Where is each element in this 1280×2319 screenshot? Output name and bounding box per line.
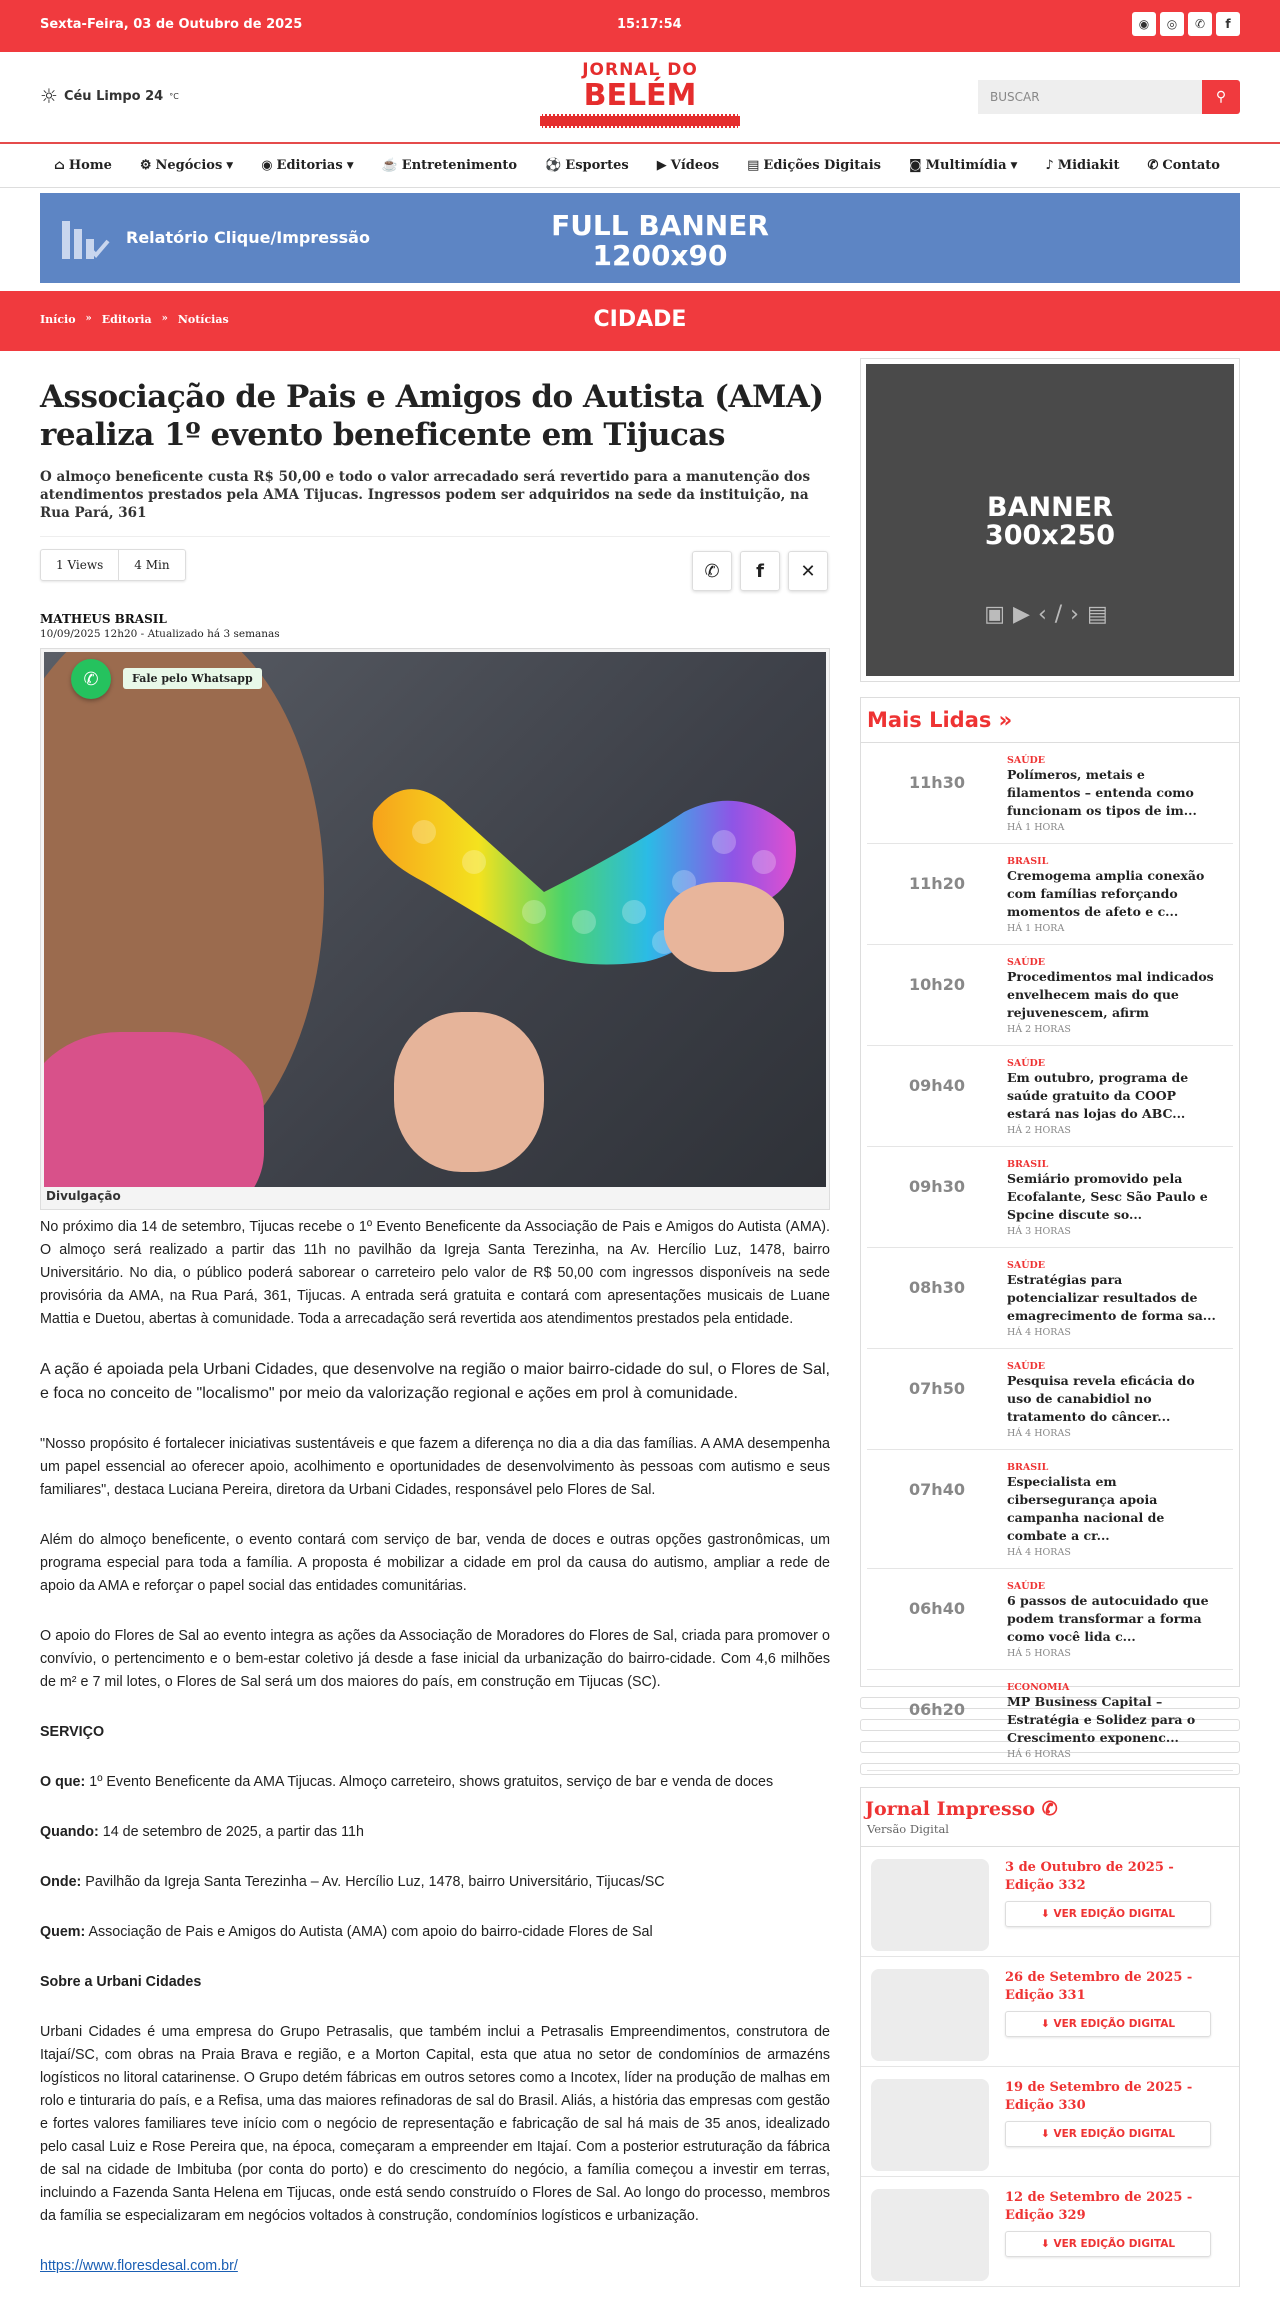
edition-thumbnail[interactable] bbox=[871, 2189, 989, 2281]
most-read-time: 07h50 bbox=[909, 1379, 965, 1398]
banner-inner bbox=[866, 364, 1234, 676]
nav-item-home[interactable] bbox=[54, 158, 112, 173]
edition-item bbox=[861, 2177, 1239, 2287]
most-read-item[interactable] bbox=[867, 1349, 1233, 1450]
bell-icon: ♪ bbox=[1045, 158, 1054, 173]
most-read-category: BRASIL bbox=[1007, 1159, 1049, 1170]
caret-down-icon: ▼ bbox=[226, 160, 234, 171]
report-label: Relatório Clique/Impressão bbox=[126, 228, 370, 247]
article-author: MATHEUS BRASIL bbox=[40, 612, 167, 626]
download-icon: ⬇ bbox=[1040, 1908, 1054, 1920]
most-read-time: 06h40 bbox=[909, 1599, 965, 1618]
most-read-ago: HÁ 4 HORAS bbox=[1007, 1428, 1071, 1439]
search-icon: ⚲ bbox=[1215, 89, 1227, 105]
most-read-category: BRASIL bbox=[1007, 856, 1049, 867]
download-icon: ⬇ bbox=[1040, 2018, 1054, 2030]
rss-icon[interactable]: ◉ bbox=[1132, 12, 1156, 36]
weather-widget bbox=[40, 84, 179, 108]
edition-item bbox=[861, 1957, 1239, 2067]
most-read-title: Mais Lidas » bbox=[861, 698, 1239, 743]
whatsapp-icon: ✆ bbox=[83, 668, 99, 690]
most-read-text bbox=[1007, 856, 1217, 934]
print-edition-widget bbox=[860, 1787, 1240, 2287]
servico-item bbox=[40, 1921, 830, 1944]
photo-caption: Divulgação bbox=[46, 1189, 121, 1203]
facebook-icon[interactable]: f bbox=[1216, 12, 1240, 36]
view-edition-button[interactable] bbox=[1005, 2011, 1211, 2037]
nav-item-esportes[interactable] bbox=[545, 158, 629, 173]
edition-item bbox=[861, 2067, 1239, 2177]
most-read-time: 08h30 bbox=[909, 1278, 965, 1297]
most-read-list bbox=[861, 743, 1239, 1771]
most-read-text bbox=[1007, 1058, 1217, 1136]
whatsapp-share-button[interactable] bbox=[692, 551, 732, 591]
most-read-category: SAÚDE bbox=[1007, 957, 1045, 968]
article-subtitle: O almoço beneficente custa R$ 50,00 e todo o valor arrecadado será revertido para a manutenção dos atendimentos prestados pela AMA Tijucas. Ingressos podem ser adquiridos na sede da instituição, na Rua Pará, 361 bbox=[40, 469, 811, 521]
most-read-text bbox=[1007, 1260, 1217, 1338]
most-read-headline: Estratégias para potencializar resultados de emagrecimento de forma sa... bbox=[1007, 1272, 1216, 1323]
nav-label: Negócios bbox=[155, 158, 223, 173]
nav-label: Midiakit bbox=[1057, 158, 1120, 173]
whatsapp-icon: ✆ bbox=[704, 560, 720, 582]
nav-label: Home bbox=[68, 158, 112, 173]
most-read-text bbox=[1007, 755, 1217, 833]
paragraph: A ação é apoiada pela Urbani Cidades, que desenvolve na região o maior bairro-cidade do sul, o Flores de Sal, e foca no conceito de "localismo" por meio da valorização regional e ações em prol à comunidade. bbox=[40, 1361, 830, 1402]
code-icon: ‹/› bbox=[1037, 602, 1087, 627]
video-icon: ▶ bbox=[1013, 602, 1038, 627]
servico-label: Quem: bbox=[40, 1924, 86, 1940]
view-edition-button[interactable] bbox=[1005, 1901, 1211, 1927]
instagram-icon[interactable]: ◎ bbox=[1160, 12, 1184, 36]
banner-300-title bbox=[866, 494, 1234, 550]
phone-icon: ✆ bbox=[1041, 1798, 1058, 1820]
photo-child-shirt bbox=[44, 1032, 264, 1187]
nav-item-entretenimento[interactable] bbox=[382, 158, 518, 173]
home-icon: ⌂ bbox=[54, 158, 65, 173]
nav-item-contato[interactable] bbox=[1147, 158, 1219, 173]
caret-down-icon: ▼ bbox=[346, 160, 354, 171]
article-meta bbox=[40, 536, 830, 596]
article-date: 10/09/2025 12h20 - Atualizado há 3 semanas bbox=[40, 628, 280, 640]
edition-label[interactable]: 3 de Outubro de 2025 - Edição 332 bbox=[1005, 1860, 1174, 1893]
most-read-headline: Polímeros, metais e filamentos – entenda como funcionam os tipos de im... bbox=[1007, 767, 1197, 818]
most-read-text bbox=[1007, 1682, 1217, 1760]
sidebar bbox=[860, 358, 1240, 2287]
most-read-item[interactable] bbox=[867, 945, 1233, 1046]
view-edition-label: VER EDIÇÃO DIGITAL bbox=[1053, 1908, 1176, 1920]
views-count: 1 Views bbox=[41, 550, 119, 580]
file-icon: ▤ bbox=[747, 158, 760, 173]
nav-item-negocios[interactable] bbox=[140, 158, 233, 173]
nav-item-editorias[interactable] bbox=[261, 158, 353, 173]
most-read-ago: HÁ 6 HORAS bbox=[1007, 1749, 1071, 1760]
logo-bar bbox=[540, 114, 740, 128]
print-edition-subtitle: Versão Digital bbox=[861, 1820, 1239, 1847]
most-read-headline: MP Business Capital – Estratégia e Solidez para o Crescimento exponenc... bbox=[1007, 1694, 1196, 1745]
top-bar bbox=[0, 0, 1280, 52]
most-read-item[interactable] bbox=[867, 1046, 1233, 1147]
servico-label: Quando: bbox=[40, 1824, 99, 1840]
most-read-ago: HÁ 5 HORAS bbox=[1007, 1648, 1071, 1659]
section-title: CIDADE bbox=[593, 307, 687, 332]
most-read-time: 10h20 bbox=[909, 975, 965, 994]
edition-info bbox=[1005, 2189, 1215, 2274]
most-read-headline: Pesquisa revela eficácia do uso de canabidiol no tratamento do câncer... bbox=[1007, 1373, 1195, 1424]
most-read-text bbox=[1007, 1462, 1217, 1558]
most-read-ago: HÁ 4 HORAS bbox=[1007, 1547, 1071, 1558]
most-read-headline: 6 passos de autocuidado que podem transformar a forma como você lida c... bbox=[1007, 1593, 1209, 1644]
section-bar bbox=[0, 291, 1280, 351]
site-header bbox=[0, 52, 1280, 144]
nav-label: Editorias bbox=[276, 158, 343, 173]
sobre-paragraph: Urbani Cidades é uma empresa do Grupo Petrasalis, que também inclui a Petrasalis Empreendimentos, construtora de Itajaí/SC, com obras na Praia Brava e região, e a Morton Capital, esta que atua no setor de condomínios de armazéns logísticos no litoral catarinense. O Grupo detém fábricas em outros setores como a Incotex, líder na produção de malhas em rolo e tinturaria do país, e a Refisa, uma das maiores refinadoras de sal do Brasil. Aliás, a história das empresas com gestão e fortes valores familiares teve início com o negócio de representação e fabricação de sal há mais de 35 anos, idealizado pelo casal Luiz e Rose Pereira que, na época, começaram a empreender em Itajaí. Com a posterior estruturação da fábrica de sal na cidade de Imbituba (por conta do porto) e do crescimento do negócio, a família começou a investir em terras, incluindo a Fazenda Santa Helena em Tijucas, onde está sendo construído o Flores de Sal. Ao longo do processo, membros da família se especializaram em negócios voltados à construção, condomínios logísticos e urbanização. bbox=[40, 2024, 830, 2224]
most-read-item[interactable] bbox=[867, 1670, 1233, 1771]
most-read-ago: HÁ 4 HORAS bbox=[1007, 1327, 1071, 1338]
most-read-time: 07h40 bbox=[909, 1480, 965, 1499]
most-read-headline: Em outubro, programa de saúde gratuito da COOP estará nas lojas do ABC... bbox=[1007, 1070, 1189, 1121]
banner-title-line1: FULL BANNER bbox=[551, 209, 769, 242]
banner-title bbox=[510, 211, 810, 271]
x-icon: ✕ bbox=[800, 560, 816, 582]
rss-icon: ◉ bbox=[261, 158, 273, 173]
edition-info bbox=[1005, 1969, 1215, 2054]
most-read-item[interactable] bbox=[867, 844, 1233, 945]
view-edition-button[interactable] bbox=[1005, 2231, 1211, 2257]
most-read-time: 09h40 bbox=[909, 1076, 965, 1095]
view-edition-button[interactable] bbox=[1005, 2121, 1211, 2147]
whatsapp-label[interactable]: Fale pelo Whatsapp bbox=[123, 668, 262, 689]
servico-text: 14 de setembro de 2025, a partir das 11h bbox=[98, 1824, 364, 1840]
empty-widget bbox=[860, 1763, 1240, 1775]
link-paragraph bbox=[40, 2255, 830, 2278]
most-read-headline: Especialista em cibersegurança apoia campanha nacional de combate a cr... bbox=[1007, 1474, 1165, 1543]
breadcrumb bbox=[40, 313, 229, 326]
most-read-ago: HÁ 2 HORAS bbox=[1007, 1125, 1071, 1136]
coffee-icon: ☕ bbox=[381, 158, 398, 173]
most-read-category: BRASIL bbox=[1007, 1462, 1049, 1473]
edition-list bbox=[861, 1847, 1239, 2287]
most-read-headline: Semiário promovido pela Ecofalante, Sesc São Paulo e Spcine discute so... bbox=[1007, 1171, 1208, 1222]
most-read-ago: HÁ 1 HORA bbox=[1007, 822, 1065, 833]
nav-label: Esportes bbox=[565, 158, 629, 173]
view-edition-label: VER EDIÇÃO DIGITAL bbox=[1053, 2018, 1176, 2030]
most-read-category: SAÚDE bbox=[1007, 1260, 1045, 1271]
phone-icon: ✆ bbox=[1147, 158, 1159, 173]
social-links bbox=[1132, 12, 1240, 36]
search-input[interactable]: BUSCAR bbox=[978, 80, 1202, 114]
nav-label: Contato bbox=[1162, 158, 1220, 173]
search-button[interactable] bbox=[1202, 80, 1240, 114]
photo-hand bbox=[394, 1012, 544, 1172]
facebook-icon: f bbox=[756, 560, 764, 582]
most-read-category: SAÚDE bbox=[1007, 755, 1045, 766]
caret-down-icon: ▼ bbox=[1010, 160, 1018, 171]
nav-item-midiakit[interactable] bbox=[1045, 158, 1119, 173]
nav-item-edicoes[interactable] bbox=[747, 158, 881, 173]
most-read-time: 06h20 bbox=[909, 1700, 965, 1719]
download-icon: ⬇ bbox=[1040, 2238, 1054, 2250]
most-read-text bbox=[1007, 1581, 1217, 1659]
print-edition-title bbox=[861, 1788, 1239, 1820]
nav-item-multimidia[interactable] bbox=[909, 158, 1017, 173]
whatsapp-float-button[interactable] bbox=[71, 659, 111, 699]
facebook-share-button[interactable] bbox=[740, 551, 780, 591]
most-read-item[interactable] bbox=[867, 1450, 1233, 1569]
main-nav bbox=[0, 144, 1280, 188]
servico-item bbox=[40, 1771, 830, 1794]
servico-label: Onde: bbox=[40, 1874, 82, 1890]
view-edition-label: VER EDIÇÃO DIGITAL bbox=[1053, 2238, 1176, 2250]
sun-icon: ☼ bbox=[40, 84, 58, 108]
paragraph: O apoio do Flores de Sal ao evento integra as ações da Associação de Moradores do Flores de Sal, criada para promover o convívio, o pertencimento e o bem-estar coletivo já desde a fase inicial da urbanização do bairro-cidade. Com 4,6 milhões de m² e 7 mil lotes, o Flores de Sal será um dos maiores do país, em construção em Tijucas (SC). bbox=[40, 1628, 830, 1690]
most-read-item[interactable] bbox=[867, 743, 1233, 844]
article-photo bbox=[44, 652, 826, 1187]
edition-thumbnail[interactable] bbox=[871, 1969, 989, 2061]
weather-text: Céu Limpo 24 bbox=[63, 88, 164, 104]
most-read-ago: HÁ 3 HORAS bbox=[1007, 1226, 1071, 1237]
most-read-text bbox=[1007, 957, 1217, 1035]
weather-unit: °C bbox=[169, 91, 179, 101]
edition-thumbnail[interactable] bbox=[871, 1859, 989, 1951]
paragraph: Além do almoço beneficente, o evento contará com serviço de bar, venda de doces e outras opções gastronômicas, um programa especial para toda a família. A proposta é mobilizar a cidade em prol da causa do autismo, ampliar a rede de apoio da AMA e reforçar o papel social das entidades comunitárias. bbox=[40, 1532, 830, 1594]
most-read-category: SAÚDE bbox=[1007, 1058, 1045, 1069]
full-banner-ad[interactable] bbox=[40, 193, 1240, 283]
logo-line1: JORNAL DO bbox=[582, 60, 698, 80]
media-icons bbox=[866, 602, 1234, 627]
most-read-time: 11h20 bbox=[909, 874, 965, 893]
nav-label: Entretenimento bbox=[401, 158, 518, 173]
image-icon: ▣ bbox=[984, 602, 1014, 627]
breadcrumb-item[interactable]: Editoria bbox=[101, 313, 152, 326]
servico-item bbox=[40, 1871, 830, 1894]
edition-info bbox=[1005, 2079, 1215, 2164]
paragraph: No próximo dia 14 de setembro, Tijucas recebe o 1º Evento Beneficente da Associação de Pais e Amigos do Autista (AMA). O almoço será realizado a partir das 11h no pavilhão da Igreja Santa Terezinha, na Av. Hercílio Luz, 1478, bairro Universitário. No dia, o público poderá saborear o carreteiro pelo valor de R$ 50,00 com ingressos disponíveis na sede provisória da AMA, na Rua Pará, 361, Tijucas. A entrada será gratuita e contará com apresentações musicais de Luane Mattia e Duetou, abertas à comunidade. Toda a arrecadação será revertida aos atendimentos prestados pela entidade. bbox=[40, 1219, 830, 1327]
article-figure bbox=[40, 648, 830, 1210]
servico-heading bbox=[40, 1721, 830, 1744]
gear-icon: ⚙ bbox=[139, 158, 152, 173]
servico-heading-text: SERVIÇO bbox=[40, 1724, 105, 1740]
edition-label[interactable]: 12 de Setembro de 2025 - Edição 329 bbox=[1005, 2190, 1193, 2223]
most-read-category: SAÚDE bbox=[1007, 1361, 1045, 1372]
article-title: Associação de Pais e Amigos do Autista (AMA) realiza 1º evento beneficente em Tijucas bbox=[40, 379, 824, 453]
current-date: Sexta-Feira, 03 de Outubro de 2025 bbox=[40, 17, 303, 32]
servico-label: O que: bbox=[40, 1774, 86, 1790]
most-read-text bbox=[1007, 1159, 1217, 1237]
flash-file-icon: ▤ bbox=[1086, 602, 1116, 627]
nav-label: Multimídia bbox=[925, 158, 1007, 173]
most-read-widget bbox=[860, 697, 1240, 1760]
banner-300-line1: BANNER bbox=[987, 492, 1113, 523]
logo-line2: BELÉM bbox=[583, 78, 697, 113]
servico-item bbox=[40, 1821, 830, 1844]
most-read-text bbox=[1007, 1361, 1217, 1439]
edition-info bbox=[1005, 1859, 1215, 1944]
most-read-ago: HÁ 1 HORA bbox=[1007, 923, 1065, 934]
read-time: 4 Min bbox=[134, 558, 170, 572]
most-read-time: 09h30 bbox=[909, 1177, 965, 1196]
servico-text: 1º Evento Beneficente da AMA Tijucas. Almoço carreteiro, shows gratuitos, serviço de bar e venda de doces bbox=[85, 1774, 774, 1790]
chevron-right-icon: » bbox=[161, 313, 168, 324]
search-box bbox=[978, 80, 1240, 114]
edition-label[interactable]: 26 de Setembro de 2025 - Edição 331 bbox=[1005, 1970, 1193, 2003]
most-read-item[interactable] bbox=[867, 1569, 1233, 1670]
edition-item bbox=[861, 1847, 1239, 1957]
share-buttons bbox=[692, 551, 828, 591]
nav-label: Edições Digitais bbox=[763, 158, 881, 173]
view-edition-label: VER EDIÇÃO DIGITAL bbox=[1053, 2128, 1176, 2140]
most-read-time: 11h30 bbox=[909, 773, 965, 792]
breadcrumb-item[interactable]: Início bbox=[40, 313, 76, 326]
most-read-category: ECONOMIA bbox=[1007, 1682, 1070, 1693]
article-stats bbox=[40, 549, 186, 581]
breadcrumb-item[interactable]: Notícias bbox=[177, 313, 229, 326]
servico-text: Pavilhão da Igreja Santa Terezinha – Av. Hercílio Luz, 1478, bairro Universitário, Tijucas/SC bbox=[81, 1874, 665, 1890]
ball-icon: ⚽ bbox=[545, 158, 562, 173]
nav-item-videos[interactable] bbox=[657, 158, 719, 173]
x-share-button[interactable] bbox=[788, 551, 828, 591]
sobre-heading-text: Sobre a Urbani Cidades bbox=[40, 1974, 202, 1990]
most-read-item[interactable] bbox=[867, 1248, 1233, 1349]
servico-text: Associação de Pais e Amigos do Autista (AMA) com apoio do bairro-cidade Flores de Sal bbox=[85, 1924, 653, 1940]
most-read-headline: Procedimentos mal indicados envelhecem mais do que rejuvenescem, afirm bbox=[1007, 969, 1214, 1020]
camera-icon: ◙ bbox=[909, 158, 922, 173]
most-read-ago: HÁ 2 HORAS bbox=[1007, 1024, 1071, 1035]
chevron-right-icon: » bbox=[85, 313, 92, 324]
edition-thumbnail[interactable] bbox=[871, 2079, 989, 2171]
external-link[interactable]: https://www.floresdesal.com.br/ bbox=[40, 2258, 238, 2274]
paragraph: "Nosso propósito é fortalecer iniciativas sustentáveis e que fazem a diferença no dia a dia das famílias. A AMA desempenha um papel essencial ao oferecer apoio, acolhimento e oportunidades de desenvolvimento às pessoas com autismo e seus familiares", destaca Luciana Pereira, diretora da Urbani Cidades, responsável pelo Flores de Sal. bbox=[40, 1436, 830, 1498]
most-read-item[interactable] bbox=[867, 1147, 1233, 1248]
nav-label: Vídeos bbox=[670, 158, 720, 173]
most-read-headline: Cremogema amplia conexão com famílias reforçando momentos de afeto e c... bbox=[1007, 868, 1205, 919]
play-icon: ▶ bbox=[656, 158, 667, 173]
chart-report-icon bbox=[60, 215, 110, 261]
most-read-category: SAÚDE bbox=[1007, 1581, 1045, 1592]
banner-title-line2: 1200x90 bbox=[592, 239, 728, 272]
article bbox=[40, 378, 830, 2305]
banner-300-line2: 300x250 bbox=[984, 520, 1116, 551]
site-logo[interactable] bbox=[540, 60, 740, 136]
article-body bbox=[40, 1216, 830, 2278]
sobre-heading bbox=[40, 1971, 830, 1994]
edition-label[interactable]: 19 de Setembro de 2025 - Edição 330 bbox=[1005, 2080, 1193, 2113]
whatsapp-icon[interactable]: ✆ bbox=[1188, 12, 1212, 36]
current-time: 15:17:54 bbox=[617, 17, 682, 32]
photo-hand bbox=[664, 882, 784, 972]
print-edition-title-text: Jornal Impresso bbox=[865, 1798, 1036, 1820]
download-icon: ⬇ bbox=[1040, 2128, 1054, 2140]
banner-300x250-ad[interactable] bbox=[860, 358, 1240, 682]
